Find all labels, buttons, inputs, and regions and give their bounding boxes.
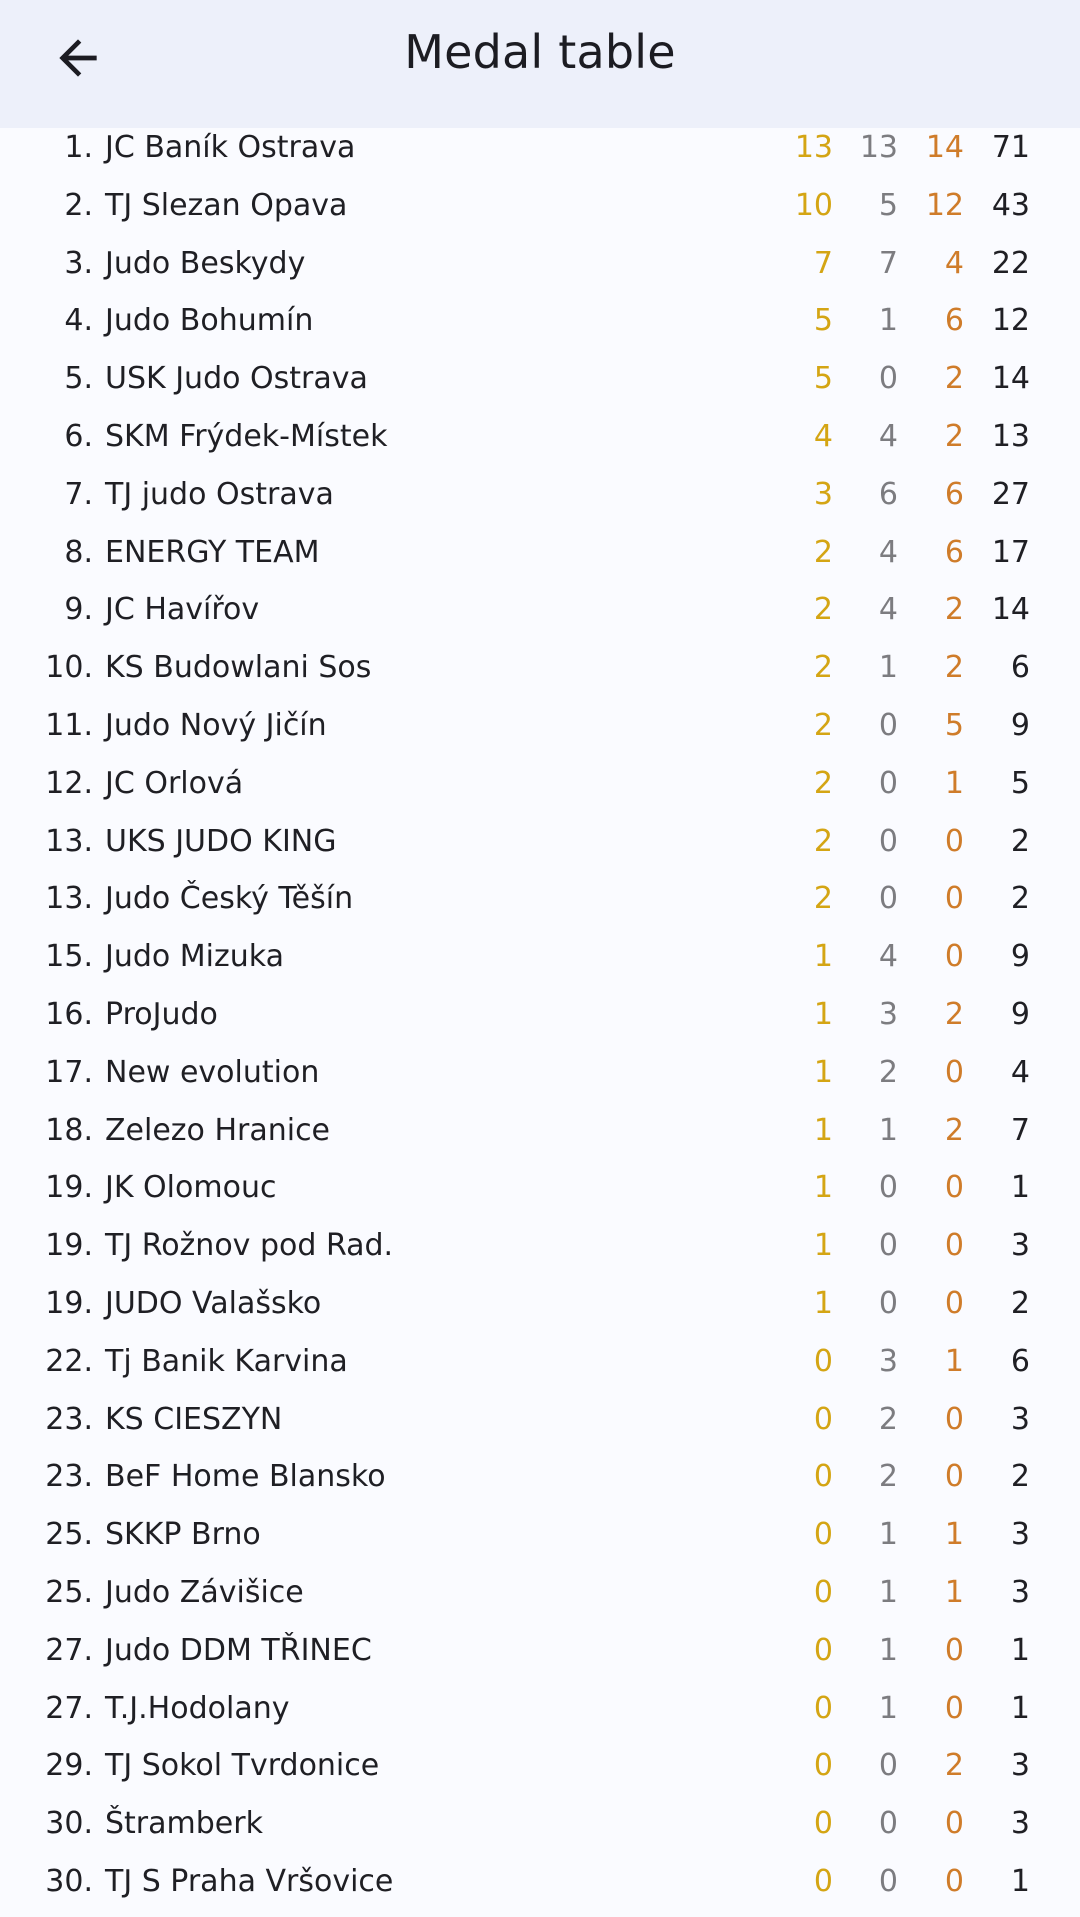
silver-count: 13: [859, 130, 898, 165]
bronze-count: 6: [944, 534, 964, 570]
rank-label: 13.: [45, 881, 93, 917]
gold-count: 13: [794, 130, 833, 165]
club-name: TJ S Praha Vršovice: [105, 1863, 394, 1899]
bronze-count: 2: [944, 996, 964, 1032]
total-count: 2: [1010, 1459, 1030, 1495]
total-count: 4: [1010, 1054, 1030, 1090]
rank-label: 19.: [45, 1228, 93, 1264]
app-bar: [0, 0, 1080, 128]
bronze-count: 0: [944, 1863, 964, 1899]
total-count: 3: [1010, 1806, 1030, 1842]
bronze-count: 0: [944, 881, 964, 917]
rank-label: 27.: [45, 1690, 93, 1726]
table-row[interactable]: [0, 524, 1080, 582]
club-name: ENERGY TEAM: [105, 534, 320, 570]
bronze-count: 0: [944, 1401, 964, 1437]
rank-label: 13.: [45, 823, 93, 859]
page-title: Medal table: [404, 25, 676, 79]
total-count: 1: [1010, 1863, 1030, 1899]
silver-count: 6: [878, 476, 898, 512]
table-row[interactable]: [0, 1680, 1080, 1738]
total-count: 1: [1010, 1632, 1030, 1668]
bronze-count: 1: [944, 1343, 964, 1379]
rank-label: 7.: [64, 476, 93, 512]
rank-label: 25.: [45, 1517, 93, 1553]
rank-label: 30.: [45, 1863, 93, 1899]
gold-count: 0: [813, 1343, 833, 1379]
rank-label: 19.: [45, 1285, 93, 1321]
bronze-count: 1: [944, 1517, 964, 1553]
total-count: 1: [1010, 1690, 1030, 1726]
bronze-count: 2: [944, 650, 964, 686]
club-name: BeF Home Blansko: [105, 1459, 386, 1495]
gold-count: 1: [813, 996, 833, 1032]
gold-count: 2: [813, 707, 833, 743]
gold-count: 0: [813, 1632, 833, 1668]
gold-count: 0: [813, 1459, 833, 1495]
gold-count: 2: [813, 534, 833, 570]
total-count: 3: [1010, 1228, 1030, 1264]
table-row[interactable]: [0, 1737, 1080, 1795]
rank-label: 3.: [64, 245, 93, 281]
club-name: ProJudo: [105, 996, 218, 1032]
club-name: TJ Slezan Opava: [105, 187, 348, 223]
bronze-count: 6: [944, 303, 964, 339]
rank-label: 2.: [64, 187, 93, 223]
silver-count: 1: [878, 303, 898, 339]
total-count: 17: [991, 534, 1030, 570]
bronze-count: 2: [944, 361, 964, 397]
table-row[interactable]: [0, 639, 1080, 697]
silver-count: 5: [878, 187, 898, 223]
rank-label: 25.: [45, 1574, 93, 1610]
silver-count: 0: [878, 1806, 898, 1842]
gold-count: 2: [813, 592, 833, 628]
table-row[interactable]: [0, 581, 1080, 639]
total-count: 3: [1010, 1748, 1030, 1784]
rank-label: 4.: [64, 303, 93, 339]
silver-count: 1: [878, 1690, 898, 1726]
rank-label: 10.: [45, 650, 93, 686]
gold-count: 4: [813, 418, 833, 454]
silver-count: 0: [878, 361, 898, 397]
rank-label: 30.: [45, 1806, 93, 1842]
table-row[interactable]: [0, 292, 1080, 350]
gold-count: 2: [813, 765, 833, 801]
club-name: Judo Bohumín: [105, 303, 314, 339]
club-name: Štramberk: [105, 1806, 263, 1842]
gold-count: 0: [813, 1574, 833, 1610]
table-row[interactable]: [0, 1448, 1080, 1506]
silver-count: 0: [878, 765, 898, 801]
bronze-count: 12: [925, 187, 964, 223]
total-count: 22: [991, 245, 1030, 281]
club-name: TJ Rožnov pod Rad.: [105, 1228, 394, 1264]
total-count: 9: [1010, 996, 1030, 1032]
club-name: KS Budowlani Sos: [105, 650, 372, 686]
table-row[interactable]: [0, 1217, 1080, 1275]
gold-count: 2: [813, 650, 833, 686]
gold-count: 5: [813, 361, 833, 397]
club-name: Judo Český Těšín: [105, 881, 354, 917]
rank-label: 9.: [64, 592, 93, 628]
rank-label: 27.: [45, 1632, 93, 1668]
gold-count: 5: [813, 303, 833, 339]
club-name: New evolution: [105, 1054, 320, 1090]
silver-count: 4: [878, 939, 898, 975]
table-row[interactable]: [0, 1102, 1080, 1160]
total-count: 13: [991, 418, 1030, 454]
table-row[interactable]: [0, 1853, 1080, 1911]
silver-count: 2: [878, 1459, 898, 1495]
club-name: TJ Sokol Tvrdonice: [105, 1748, 380, 1784]
medal-table: [0, 119, 1080, 1911]
gold-count: 0: [813, 1806, 833, 1842]
table-row[interactable]: [0, 177, 1080, 235]
rank-label: 1.: [64, 130, 93, 165]
table-row[interactable]: [0, 119, 1080, 177]
table-row[interactable]: [0, 350, 1080, 408]
rank-label: 5.: [64, 361, 93, 397]
bronze-count: 0: [944, 1690, 964, 1726]
table-row[interactable]: [0, 1044, 1080, 1102]
total-count: 9: [1010, 707, 1030, 743]
table-row[interactable]: [0, 928, 1080, 986]
table-row[interactable]: [0, 1564, 1080, 1622]
club-name: KS CIESZYN: [105, 1401, 283, 1437]
silver-count: 4: [878, 592, 898, 628]
club-name: SKKP Brno: [105, 1517, 261, 1553]
club-name: JC Orlová: [105, 765, 244, 801]
club-name: T.J.Hodolany: [105, 1690, 290, 1726]
club-name: Tj Banik Karvina: [105, 1343, 348, 1379]
rank-label: 16.: [45, 996, 93, 1032]
table-row[interactable]: [0, 408, 1080, 466]
gold-count: 2: [813, 823, 833, 859]
rank-label: 6.: [64, 418, 93, 454]
silver-count: 0: [878, 1170, 898, 1206]
rank-label: 23.: [45, 1459, 93, 1495]
silver-count: 0: [878, 1748, 898, 1784]
bronze-count: 0: [944, 1228, 964, 1264]
rank-label: 18.: [45, 1112, 93, 1148]
rank-label: 8.: [64, 534, 93, 570]
club-name: Judo Závišice: [105, 1574, 304, 1610]
total-count: 7: [1010, 1112, 1030, 1148]
gold-count: 10: [794, 187, 833, 223]
bronze-count: 14: [925, 130, 964, 165]
total-count: 12: [991, 303, 1030, 339]
silver-count: 3: [878, 1343, 898, 1379]
club-name: USK Judo Ostrava: [105, 361, 368, 397]
table-row[interactable]: [0, 986, 1080, 1044]
gold-count: 0: [813, 1401, 833, 1437]
bronze-count: 2: [944, 592, 964, 628]
rank-label: 19.: [45, 1170, 93, 1206]
rank-label: 22.: [45, 1343, 93, 1379]
total-count: 6: [1010, 650, 1030, 686]
silver-count: 0: [878, 823, 898, 859]
total-count: 71: [991, 130, 1030, 165]
silver-count: 0: [878, 1285, 898, 1321]
bronze-count: 6: [944, 476, 964, 512]
silver-count: 0: [878, 1228, 898, 1264]
total-count: 3: [1010, 1401, 1030, 1437]
bronze-count: 0: [944, 1285, 964, 1321]
table-row[interactable]: [0, 697, 1080, 755]
bronze-count: 0: [944, 1632, 964, 1668]
club-name: TJ judo Ostrava: [105, 476, 334, 512]
club-name: Judo Nový Jičín: [105, 707, 327, 743]
silver-count: 4: [878, 418, 898, 454]
silver-count: 0: [878, 881, 898, 917]
club-name: Judo DDM TŘINEC: [105, 1632, 372, 1668]
total-count: 2: [1010, 823, 1030, 859]
bronze-count: 1: [944, 765, 964, 801]
silver-count: 1: [878, 1112, 898, 1148]
silver-count: 0: [878, 1863, 898, 1899]
silver-count: 1: [878, 650, 898, 686]
total-count: 6: [1010, 1343, 1030, 1379]
total-count: 5: [1010, 765, 1030, 801]
rank-label: 29.: [45, 1748, 93, 1784]
rank-label: 11.: [45, 707, 93, 743]
total-count: 43: [991, 187, 1030, 223]
total-count: 3: [1010, 1517, 1030, 1553]
silver-count: 1: [878, 1574, 898, 1610]
silver-count: 4: [878, 534, 898, 570]
table-row[interactable]: [0, 1333, 1080, 1391]
silver-count: 0: [878, 707, 898, 743]
table-row[interactable]: [0, 1622, 1080, 1680]
total-count: 14: [991, 361, 1030, 397]
table-row[interactable]: [0, 466, 1080, 524]
table-row[interactable]: [0, 755, 1080, 813]
gold-count: 7: [813, 245, 833, 281]
silver-count: 2: [878, 1054, 898, 1090]
gold-count: 0: [813, 1690, 833, 1726]
silver-count: 1: [878, 1632, 898, 1668]
total-count: 2: [1010, 881, 1030, 917]
gold-count: 2: [813, 881, 833, 917]
club-name: UKS JUDO KING: [105, 823, 337, 859]
bronze-count: 2: [944, 1748, 964, 1784]
club-name: SKM Frýdek-Místek: [105, 418, 388, 454]
gold-count: 1: [813, 1112, 833, 1148]
club-name: JK Olomouc: [105, 1170, 277, 1206]
bronze-count: 0: [944, 1806, 964, 1842]
rank-label: 15.: [45, 939, 93, 975]
table-row[interactable]: [0, 1391, 1080, 1449]
bronze-count: 2: [944, 1112, 964, 1148]
club-name: Zelezo Hranice: [105, 1112, 331, 1148]
total-count: 3: [1010, 1574, 1030, 1610]
gold-count: 1: [813, 1285, 833, 1321]
gold-count: 0: [813, 1863, 833, 1899]
total-count: 14: [991, 592, 1030, 628]
table-row[interactable]: [0, 1159, 1080, 1217]
bronze-count: 0: [944, 1054, 964, 1090]
gold-count: 1: [813, 939, 833, 975]
table-row[interactable]: [0, 1275, 1080, 1333]
total-count: 27: [991, 476, 1030, 512]
bronze-count: 1: [944, 1574, 964, 1610]
bronze-count: 0: [944, 1170, 964, 1206]
silver-count: 2: [878, 1401, 898, 1437]
rank-label: 23.: [45, 1401, 93, 1437]
table-row[interactable]: [0, 1795, 1080, 1853]
gold-count: 0: [813, 1748, 833, 1784]
bronze-count: 0: [944, 823, 964, 859]
club-name: JC Havířov: [105, 592, 260, 628]
bronze-count: 0: [944, 939, 964, 975]
gold-count: 1: [813, 1170, 833, 1206]
total-count: 1: [1010, 1170, 1030, 1206]
rank-label: 12.: [45, 765, 93, 801]
total-count: 9: [1010, 939, 1030, 975]
bronze-count: 4: [944, 245, 964, 281]
bronze-count: 0: [944, 1459, 964, 1495]
bronze-count: 2: [944, 418, 964, 454]
silver-count: 7: [878, 245, 898, 281]
club-name: JUDO Valašsko: [105, 1285, 322, 1321]
gold-count: 0: [813, 1517, 833, 1553]
table-row[interactable]: [0, 1506, 1080, 1564]
club-name: Judo Mizuka: [105, 939, 285, 975]
total-count: 2: [1010, 1285, 1030, 1321]
bronze-count: 5: [944, 707, 964, 743]
gold-count: 3: [813, 476, 833, 512]
table-row[interactable]: [0, 870, 1080, 928]
club-name: JC Baník Ostrava: [105, 130, 356, 165]
gold-count: 1: [813, 1228, 833, 1264]
rank-label: 17.: [45, 1054, 93, 1090]
gold-count: 1: [813, 1054, 833, 1090]
table-row[interactable]: [0, 235, 1080, 293]
silver-count: 1: [878, 1517, 898, 1553]
table-row[interactable]: [0, 813, 1080, 871]
club-name: Judo Beskydy: [105, 245, 306, 281]
silver-count: 3: [878, 996, 898, 1032]
